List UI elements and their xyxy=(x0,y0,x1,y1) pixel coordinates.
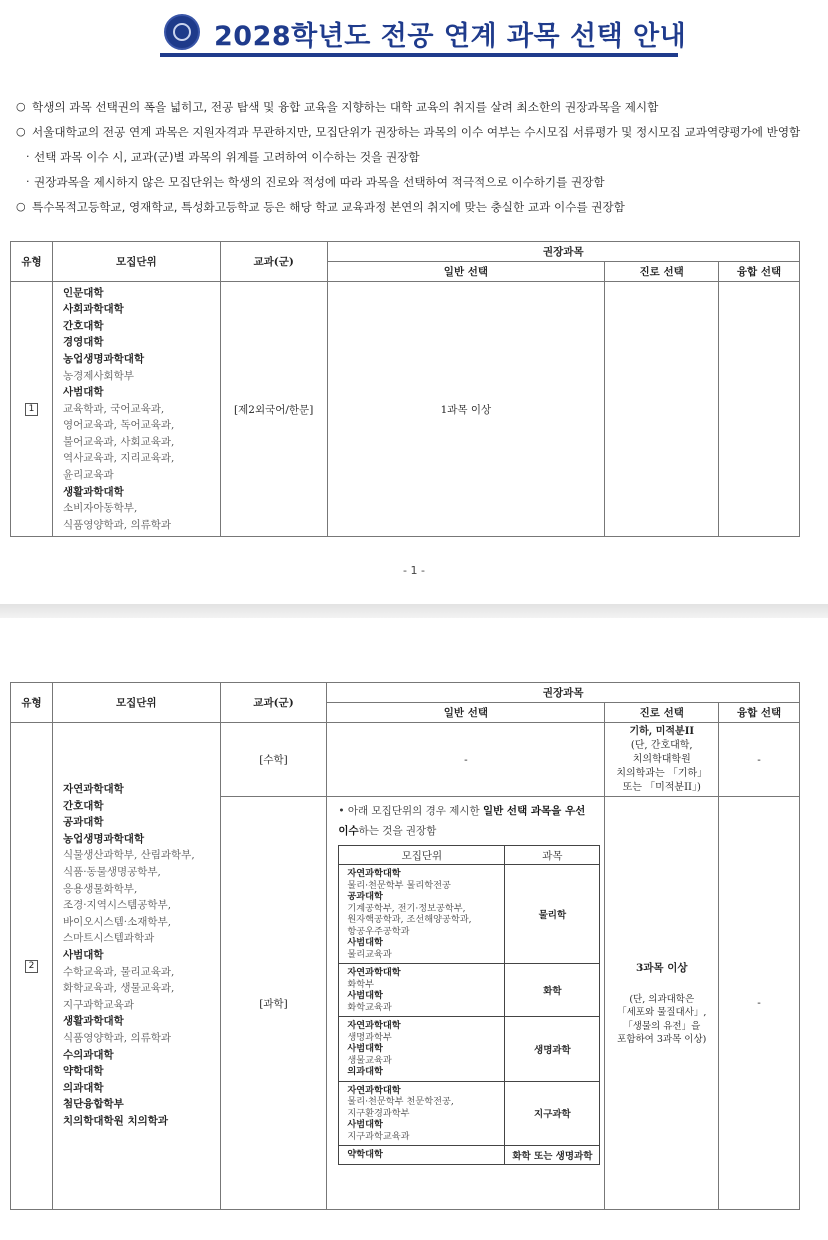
science-career-note xyxy=(606,993,717,1047)
department-name: 식물생산과학부, 산림과학부, xyxy=(62,849,195,862)
bullet-icon: · xyxy=(26,175,30,188)
type-badge: 2 xyxy=(25,960,38,973)
college-name: 간호대학 xyxy=(62,319,104,332)
header-fusion: 융합 선택 xyxy=(719,703,800,723)
intro-text: 학생의 과목 선택권의 폭을 넓히고, 전공 탐색 및 융합 교육을 지향하는 대학 교육의 취지를 살려 최소한의 권장과목을 제시함 xyxy=(32,100,659,114)
inner-unit-cell xyxy=(339,1146,505,1165)
math-group-cell: [수학] xyxy=(220,723,327,797)
header-general: 일반 선택 xyxy=(327,703,605,723)
header-subject-group: 교과(군) xyxy=(220,242,327,282)
math-career-cell xyxy=(605,723,719,797)
header-unit: 모집단위 xyxy=(52,683,220,723)
department-name: 물리·천문학부 천문학전공, xyxy=(347,1096,454,1107)
department-name: 불어교육과, 사회교육과, xyxy=(62,435,175,448)
bullet-icon: ○ xyxy=(16,100,26,113)
college-name: 사범대학 xyxy=(347,1043,383,1054)
department-name: 물리·천문학부 물리학전공 xyxy=(347,879,451,891)
intro-item xyxy=(16,98,821,123)
department-name: 교육학과, 국어교육과, xyxy=(62,402,165,415)
science-group-cell: [과학] xyxy=(220,797,327,1210)
math-career-line: 또는 「미적분II」) xyxy=(622,781,701,793)
college-name: 간호대학 xyxy=(62,799,104,812)
department-name: 식품·동물생명공학부, xyxy=(62,865,161,878)
college-name: 사범대학 xyxy=(62,948,104,961)
college-name: 약학대학 xyxy=(62,1065,104,1078)
inner-subject-cell: 화학 또는 생명과학 xyxy=(505,1146,600,1165)
header-type: 유형 xyxy=(11,683,53,723)
inner-subject-cell: 지구과학 xyxy=(505,1081,600,1146)
science-career-cell xyxy=(605,797,719,1210)
department-name: 지구환경과학부 xyxy=(347,1107,410,1119)
intro-item xyxy=(16,173,821,198)
fusion-cell xyxy=(719,282,800,537)
inner-unit-cell xyxy=(339,964,505,1017)
page-1 xyxy=(0,0,828,604)
page-2 xyxy=(0,618,828,1240)
units-cell xyxy=(52,282,220,537)
header-subject-group: 교과(군) xyxy=(220,683,327,723)
science-career-main: 3과목 이상 xyxy=(635,961,688,974)
college-name: 치의학대학원 치의학과 xyxy=(62,1114,169,1127)
college-name: 자연과학대학 xyxy=(347,967,401,978)
inner-table-row xyxy=(339,865,600,964)
intro-item xyxy=(16,123,821,148)
math-fusion-cell: - xyxy=(719,723,800,797)
inner-header-subject: 과목 xyxy=(505,846,600,865)
college-name: 농업생명과학대학 xyxy=(62,352,145,365)
career-cell xyxy=(605,282,719,537)
type-badge: 1 xyxy=(25,403,38,416)
inner-table-row xyxy=(339,1081,600,1146)
header-career: 진로 선택 xyxy=(605,703,719,723)
bullet-icon: ○ xyxy=(16,125,26,138)
college-name: 공과대학 xyxy=(347,891,383,902)
department-name: 지구과학교육과 xyxy=(347,1130,410,1142)
intro-text: 서울대학교의 전공 연계 과목은 지원자격과 무관하지만, 모집단위가 권장하는 과목의 이수 여부는 수시모집 서류평가 및 정시모집 교과역량평가에 반영함 xyxy=(32,125,801,139)
college-name: 농업생명과학대학 xyxy=(62,832,145,845)
department-name: 지구과학교육과 xyxy=(62,998,134,1011)
header-unit: 모집단위 xyxy=(52,242,220,282)
inner-subject-cell: 화학 xyxy=(505,964,600,1017)
department-name: 응용생물화학부, xyxy=(62,882,138,895)
intro-item xyxy=(16,198,821,223)
inner-table-row xyxy=(339,1017,600,1082)
college-name: 사범대학 xyxy=(347,1119,383,1130)
department-name: 소비자아동학부, xyxy=(62,502,138,515)
science-fusion-cell: - xyxy=(719,797,800,1210)
college-name: 사범대학 xyxy=(62,386,104,399)
intro-text: 선택 과목 이수 시, 교과(군)별 과목의 위계를 고려하여 이수하는 것을 권장함 xyxy=(34,150,420,164)
math-general-cell: - xyxy=(327,723,605,797)
inner-table-row xyxy=(339,964,600,1017)
bullet-icon: ○ xyxy=(16,200,26,213)
inner-unit-cell xyxy=(339,1017,505,1082)
department-name: 식품영양학과, 의류학과 xyxy=(62,1031,172,1044)
department-name: 화학부 xyxy=(347,978,375,990)
department-name: 생명과학부 xyxy=(347,1031,392,1043)
math-career-line: 치의학대학원 xyxy=(632,753,691,765)
college-name: 의과대학 xyxy=(62,1081,104,1094)
header-career: 진로 선택 xyxy=(605,262,719,282)
department-name: 생물교육과 xyxy=(347,1054,392,1066)
science-general-cell xyxy=(327,797,605,1210)
department-name: 역사교육과, 지리교육과, xyxy=(62,452,175,465)
college-name: 사범대학 xyxy=(347,937,383,948)
header-fusion: 융합 선택 xyxy=(719,262,800,282)
college-name: 사범대학 xyxy=(347,990,383,1001)
department-name: 항공우주공학과 xyxy=(347,925,410,937)
units-cell xyxy=(52,723,220,1210)
department-name: 물리교육과 xyxy=(347,948,392,960)
intro-list xyxy=(16,98,821,223)
college-name: 약학대학 xyxy=(347,1149,383,1160)
header-general: 일반 선택 xyxy=(327,262,605,282)
department-name: 윤리교육과 xyxy=(62,469,114,482)
college-name: 자연과학대학 xyxy=(62,783,124,795)
intro-item xyxy=(16,148,821,173)
university-seal-icon xyxy=(164,14,200,50)
college-name: 사회과학대학 xyxy=(62,303,124,316)
science-career-line: 「세포와 물질대사」, xyxy=(617,1007,707,1018)
college-name: 공과대학 xyxy=(62,816,104,829)
page-title: 2028학년도 전공 연계 과목 선택 안내 xyxy=(214,21,687,52)
subject-group-cell: [제2외국어/한문] xyxy=(220,282,327,537)
title-block xyxy=(160,12,687,58)
inner-table-row xyxy=(339,1146,600,1165)
header-recommended: 권장과목 xyxy=(327,683,800,703)
math-career-line: 기하, 미적분II xyxy=(629,725,695,737)
department-name: 화학교육과, 생물교육과, xyxy=(62,982,175,995)
science-unit-table xyxy=(338,845,600,1165)
header-type: 유형 xyxy=(11,242,53,282)
title-underline xyxy=(160,53,678,57)
college-name: 의과대학 xyxy=(347,1066,383,1077)
science-career-line: 포함하여 3과목 이상) xyxy=(617,1034,707,1045)
college-name: 인문대학 xyxy=(62,286,104,299)
college-name: 첨단융합학부 xyxy=(62,1098,124,1111)
inner-header-unit: 모집단위 xyxy=(339,846,505,865)
department-name: 식품영양학과, 의류학과 xyxy=(62,518,172,531)
bullet-icon: · xyxy=(26,150,30,163)
department-name: 기계공학부, 전기·정보공학부, xyxy=(347,902,466,914)
college-name: 자연과학대학 xyxy=(347,1020,401,1031)
intro-text: 특수목적고등학교, 영재학교, 특성화고등학교 등은 해당 학교 교육과정 본연의 취지에 맞는 충실한 교과 이수를 권장함 xyxy=(32,200,625,214)
department-name: 수학교육과, 물리교육과, xyxy=(62,965,175,978)
department-name: 원자핵공학과, 조선해양공학과, xyxy=(347,914,472,925)
math-career-line: 치의학과는 「기하」 xyxy=(616,767,708,779)
header-recommended: 권장과목 xyxy=(327,242,799,262)
intro-text: 권장과목을 제시하지 않은 모집단위는 학생의 진로와 적성에 따라 과목을 선택하여 적극적으로 이수하기를 권장함 xyxy=(34,175,605,189)
page-number: - 1 - xyxy=(403,564,425,577)
college-name: 자연과학대학 xyxy=(347,868,401,879)
college-name: 생활과학대학 xyxy=(62,485,124,498)
college-name: 경영대학 xyxy=(62,336,104,349)
inner-subject-cell: 생명과학 xyxy=(505,1017,600,1082)
department-name: 화학교육과 xyxy=(347,1001,392,1013)
college-name: 생활과학대학 xyxy=(62,1015,124,1028)
inner-subject-cell: 물리학 xyxy=(505,865,600,964)
table-type-1 xyxy=(10,241,800,537)
general-cell: 1과목 이상 xyxy=(327,282,605,537)
science-career-line: 「생물의 유전」을 xyxy=(623,1020,701,1032)
department-name: 영어교육과, 독어교육과, xyxy=(62,419,175,432)
science-note: • 아래 모집단위의 경우 제시한 일반 선택 과목을 우선 이수하는 것을 권장함 xyxy=(338,805,586,837)
college-name: 자연과학대학 xyxy=(347,1084,401,1096)
department-name: 농경제사회학부 xyxy=(62,369,134,382)
page-separator xyxy=(0,604,828,618)
inner-unit-cell xyxy=(339,1081,505,1146)
department-name: 바이오시스템·소재학부, xyxy=(62,915,172,928)
department-name: 조경·지역시스템공학부, xyxy=(62,899,172,912)
inner-unit-cell xyxy=(339,865,505,964)
table-type-2 xyxy=(10,682,800,1210)
college-name: 수의과대학 xyxy=(62,1048,114,1061)
department-name: 스마트시스템과학과 xyxy=(62,932,155,945)
science-career-line: (단, 의과대학은 xyxy=(629,993,695,1005)
math-career-line: (단, 간호대학, xyxy=(630,739,693,751)
